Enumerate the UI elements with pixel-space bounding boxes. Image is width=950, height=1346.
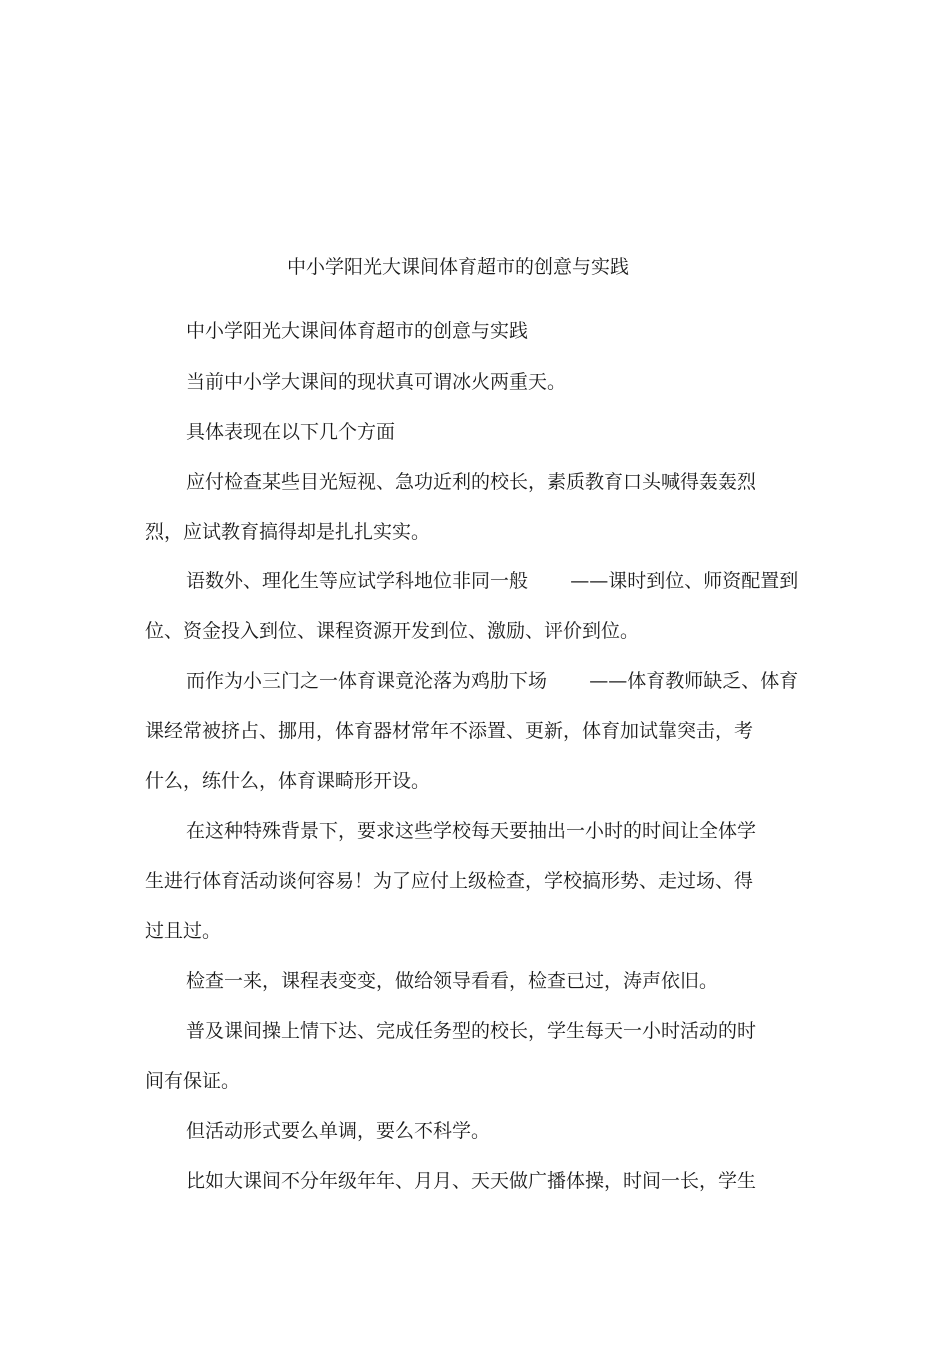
paragraph-line: 中小学阳光大课间体育超市的创意与实践 bbox=[186, 320, 529, 342]
paragraph-line: 烈，应试教育搞得却是扎扎实实。 bbox=[145, 521, 431, 543]
paragraph-line: 间有保证。 bbox=[145, 1070, 241, 1092]
paragraph-line: 在这种特殊背景下，要求这些学校每天要抽出一小时的时间让全体学 bbox=[186, 820, 757, 842]
paragraph-line: 具体表现在以下几个方面 bbox=[186, 421, 396, 443]
paragraph-line: 什么，练什么，体育课畸形开设。 bbox=[145, 770, 431, 792]
paragraph-line: 而作为小三门之一体育课竟沦落为鸡肋下场 ——体育教师缺乏、体育 bbox=[186, 670, 799, 692]
paragraph-line: 普及课间操上情下达、完成任务型的校长，学生每天一小时活动的时 bbox=[186, 1020, 757, 1042]
paragraph-line: 检查一来，课程表变变，做给领导看看，检查已过，涛声依旧。 bbox=[186, 970, 719, 992]
document-title: 中小学阳光大课间体育超市的创意与实践 bbox=[286, 256, 629, 278]
paragraph-line: 过且过。 bbox=[145, 920, 222, 942]
paragraph-line: 比如大课间不分年级年年、月月、天天做广播体操，时间一长，学生 bbox=[186, 1170, 757, 1192]
paragraph-line: 生进行体育活动谈何容易！为了应付上级检查，学校搞形势、走过场、得 bbox=[145, 870, 754, 892]
paragraph-line: 语数外、理化生等应试学科地位非同一般 ——课时到位、师资配置到 bbox=[186, 570, 799, 592]
paragraph-line: 但活动形式要么单调，要么不科学。 bbox=[186, 1120, 491, 1142]
paragraph-line: 应付检查某些目光短视、急功近利的校长，素质教育口头喊得轰轰烈 bbox=[186, 471, 757, 493]
paragraph-line: 课经常被挤占、挪用，体育器材常年不添置、更新，体育加试靠突击，考 bbox=[145, 720, 754, 742]
paragraph-line: 位、资金投入到位、课程资源开发到位、激励、评价到位。 bbox=[145, 620, 640, 642]
paragraph-line: 当前中小学大课间的现状真可谓冰火两重天。 bbox=[186, 371, 567, 393]
